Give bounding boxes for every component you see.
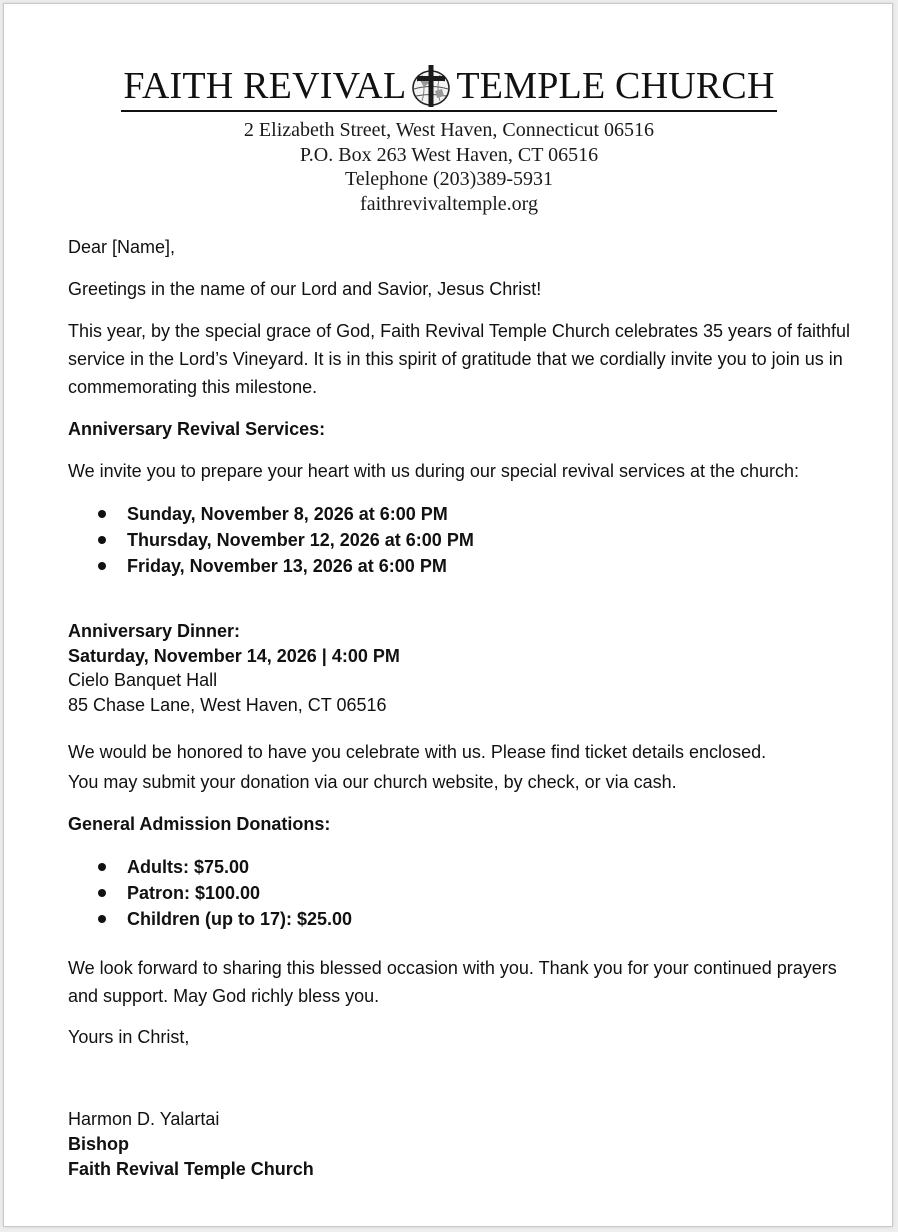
- cross-globe-emblem-icon: [407, 63, 455, 109]
- salutation: Dear [Name],: [68, 237, 176, 257]
- donation-tier: Children (up to 17): $25.00: [127, 909, 353, 929]
- tickets-line-2: You may submit your donation via our church website, by check, or via cash.: [68, 772, 677, 792]
- church-name-heading: [121, 62, 776, 112]
- po-box-address: P.O. Box 263 West Haven, CT 06516: [299, 143, 599, 166]
- list-item: [68, 527, 474, 553]
- signer-organization: Faith Revival Temple Church: [68, 1159, 314, 1179]
- bullet-icon: [98, 536, 106, 544]
- bullet-icon: [98, 863, 106, 871]
- dinner-venue: Cielo Banquet Hall: [68, 670, 218, 690]
- signer-name: Harmon D. Yalartai: [68, 1109, 220, 1129]
- signer-title: Bishop: [68, 1134, 129, 1154]
- donations-list: [68, 854, 352, 932]
- list-item: [68, 553, 474, 579]
- website: faithrevivaltemple.org: [360, 192, 538, 215]
- donation-tier: Patron: $100.00: [127, 883, 261, 903]
- greeting: Greetings in the name of our Lord and Savior, Jesus Christ!: [68, 279, 542, 299]
- dinner-address: 85 Chase Lane, West Haven, CT 06516: [68, 695, 387, 715]
- closing-paragraph: We look forward to sharing this blessed occasion with you. Thank you for your continued prayers and support. May God richly bless you.: [68, 958, 837, 1006]
- services-list: [68, 501, 474, 579]
- services-intro: We invite you to prepare your heart with us during our special revival services at the church:: [68, 461, 800, 481]
- letter-page: [3, 3, 893, 1227]
- list-item: [68, 854, 352, 880]
- intro-paragraph: This year, by the special grace of God, Faith Revival Temple Church celebrates 35 years of faithful service in the Lord’s Vineyard. It is in this spirit of gratitude that we cordially invite you to join us in commemorating this milestone.: [68, 321, 851, 397]
- donations-heading: General Admission Donations:: [68, 814, 331, 834]
- dinner-heading: Anniversary Dinner:: [68, 621, 241, 641]
- letterhead: [4, 62, 894, 216]
- church-name-left: FAITH REVIVAL: [123, 65, 407, 107]
- bullet-icon: [98, 889, 106, 897]
- donation-tier: Adults: $75.00: [127, 857, 250, 877]
- telephone: Telephone (203)389-5931: [345, 168, 553, 190]
- list-item: [68, 880, 352, 906]
- service-date: Thursday, November 12, 2026 at 6:00 PM: [127, 530, 474, 550]
- bullet-icon: [98, 562, 106, 570]
- bullet-icon: [98, 510, 106, 518]
- dinner-datetime: Saturday, November 14, 2026 | 4:00 PM: [68, 646, 400, 666]
- closing: Yours in Christ,: [68, 1027, 190, 1047]
- services-heading: Anniversary Revival Services:: [68, 419, 326, 439]
- tickets-line-1: We would be honored to have you celebrate with us. Please find ticket details enclosed.: [68, 742, 767, 762]
- service-date: Friday, November 13, 2026 at 6:00 PM: [127, 556, 447, 576]
- service-date: Sunday, November 8, 2026 at 6:00 PM: [127, 504, 448, 524]
- list-item: [68, 501, 474, 527]
- bullet-icon: [98, 915, 106, 923]
- street-address: 2 Elizabeth Street, West Haven, Connecticut 06516: [243, 119, 655, 141]
- list-item: [68, 906, 352, 932]
- church-name-right: TEMPLE CHURCH: [456, 65, 775, 107]
